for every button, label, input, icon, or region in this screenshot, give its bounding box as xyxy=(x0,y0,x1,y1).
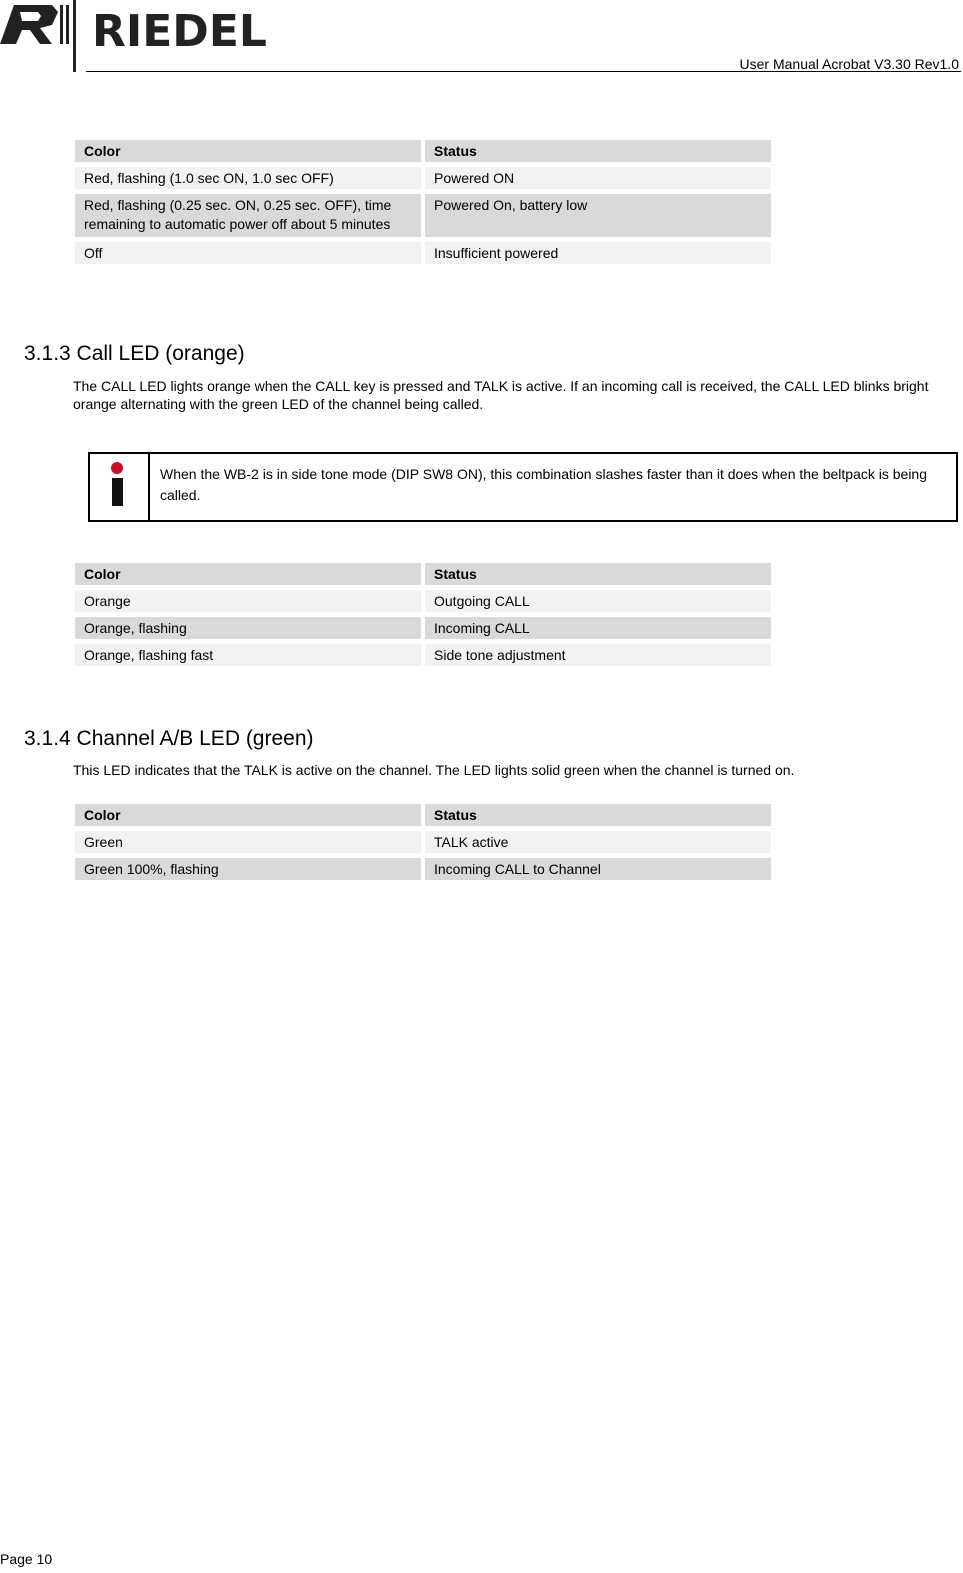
table-row xyxy=(75,858,771,880)
table-row xyxy=(75,617,771,639)
table-cell: Off xyxy=(75,242,421,264)
channel-led-table xyxy=(71,804,775,880)
table-cell: Red, flashing (0.25 sec. ON, 0.25 sec. OFF), time remaining to automatic power off about 5 minutes xyxy=(75,194,421,237)
brand-wordmark: RIEDEL xyxy=(92,6,267,57)
section-heading-call-led: 3.1.3 Call LED (orange) xyxy=(24,342,245,365)
table-cell: Orange xyxy=(75,590,421,612)
table-cell: TALK active xyxy=(425,831,771,853)
page-number: Page 10 xyxy=(0,1551,53,1567)
table-row xyxy=(75,644,771,666)
column-header-color: Color xyxy=(75,563,421,585)
table-header-row xyxy=(75,140,771,162)
section-body-channel-led: This LED indicates that the TALK is active on the channel. The LED lights solid green when the channel is turned on. xyxy=(73,762,795,778)
table-row xyxy=(75,167,771,189)
column-header-color: Color xyxy=(75,140,421,162)
riedel-logo xyxy=(0,0,270,74)
info-icon xyxy=(90,454,148,520)
table-cell: Incoming CALL xyxy=(425,617,771,639)
column-header-status: Status xyxy=(425,140,771,162)
section-body-call-led: The CALL LED lights orange when the CALL key is pressed and TALK is active. If an incoming call is received, the CALL LED blinks bright orange alternating with the green LED of the channel being called. xyxy=(73,378,929,412)
call-led-table xyxy=(71,563,775,666)
power-led-table xyxy=(71,140,775,264)
table-row xyxy=(75,242,771,264)
table-cell: Orange, flashing fast xyxy=(75,644,421,666)
column-header-status: Status xyxy=(425,563,771,585)
table-row xyxy=(75,831,771,853)
info-icon-cell xyxy=(90,454,150,520)
table-cell: Powered ON xyxy=(425,167,771,189)
table-header-row xyxy=(75,563,771,585)
column-header-color: Color xyxy=(75,804,421,826)
table-cell: Incoming CALL to Channel xyxy=(425,858,771,880)
table-header-row xyxy=(75,804,771,826)
table-cell: Green xyxy=(75,831,421,853)
table-cell: Orange, flashing xyxy=(75,617,421,639)
table-cell: Powered On, battery low xyxy=(425,194,771,237)
table-cell: Red, flashing (1.0 sec ON, 1.0 sec OFF) xyxy=(75,167,421,189)
table-cell: Outgoing CALL xyxy=(425,590,771,612)
table-cell: Insufficient powered xyxy=(425,242,771,264)
table-row xyxy=(75,590,771,612)
section-heading-channel-led: 3.1.4 Channel A/B LED (green) xyxy=(24,727,314,750)
table-cell: Side tone adjustment xyxy=(425,644,771,666)
info-note xyxy=(88,452,958,522)
info-note-text: When the WB-2 is in side tone mode (DIP SW8 ON), this combination slashes faster than it does when the beltpack is being called. xyxy=(160,466,928,503)
table-cell: Green 100%, flashing xyxy=(75,858,421,880)
table-row xyxy=(75,194,771,237)
column-header-status: Status xyxy=(425,804,771,826)
document-title: User Manual Acrobat V3.30 Rev1.0 xyxy=(739,56,959,72)
